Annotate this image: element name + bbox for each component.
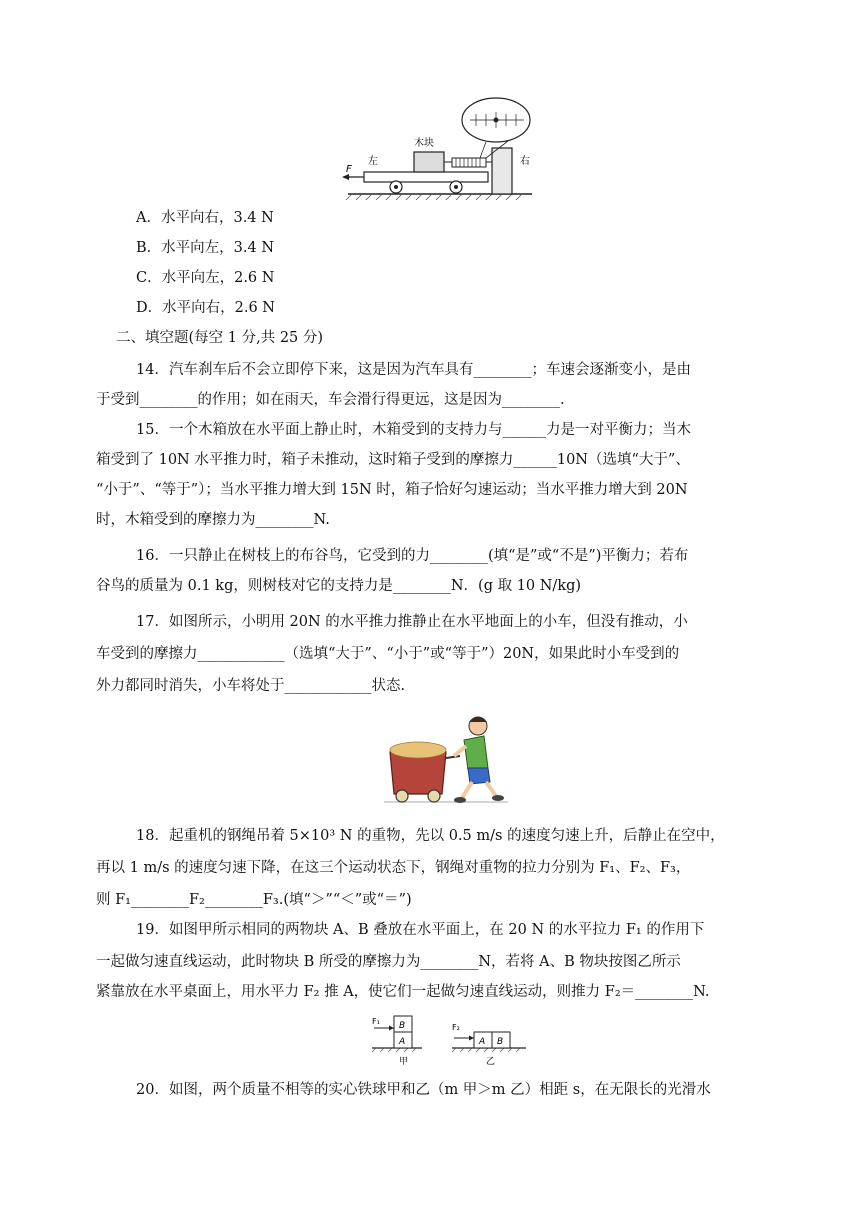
boy-pushing-cart-figure — [384, 712, 508, 804]
q19-line2: 一起做匀速直线运动，此时物块 B 所受的摩擦力为________N，若将 A、B 物块按图乙所示 — [96, 954, 681, 970]
q20-line1: 20．如图，两个质量不相等的实心铁球甲和乙（m 甲＞m 乙）相距 s，在无限长的光滑水 — [136, 1082, 711, 1098]
block-a2-label: A — [479, 1037, 486, 1047]
q14-line1: 14．汽车刹车后不会立即停下来，这是因为汽车具有________；车速会逐渐变小，是由 — [136, 362, 691, 378]
blocks-figure — [366, 1004, 530, 1068]
cart-figure — [340, 96, 540, 200]
f1-label: F₁ — [372, 1017, 380, 1026]
section-title: 二、填空题(每空 1 分,共 25 分) — [116, 330, 324, 346]
q15-line4: 时，木箱受到的摩擦力为________N. — [96, 512, 330, 528]
option-a: A．水平向右，3.4 N — [136, 210, 274, 226]
q17-line2: 车受到的摩擦力____________（选填“大于”、“小于”或“等于”）20N，如果此时小车受到的 — [96, 646, 680, 662]
q16-line2: 谷鸟的质量为 0.1 kg，则树枝对它的支持力是________N．(g 取 10 N/kg) — [96, 578, 582, 594]
caption-yi: 乙 — [486, 1057, 496, 1067]
option-c: C．水平向左，2.6 N — [136, 270, 275, 286]
option-b: B．水平向左，3.4 N — [136, 240, 275, 256]
block-b2-label: B — [497, 1037, 504, 1047]
q16-line1: 16．一只静止在树枝上的布谷鸟，它受到的力________(填“是”或“不是”)平衡力；若布 — [136, 548, 689, 564]
q19-line1: 19．如图甲所示相同的两物块 A、B 叠放在水平面上，在 20 N 的水平拉力 F₁ 的作用下 — [136, 922, 705, 938]
q14-line2: 于受到________的作用；如在雨天，车会滑行得更远，这是因为________. — [96, 392, 565, 408]
block-label: 木块 — [414, 138, 434, 149]
block-a-label: A — [399, 1037, 406, 1047]
q15-line3: “小于”、“等于”）；当水平推力增大到 15N 时，箱子恰好匀速运动；当水平推力增大到 20N — [96, 482, 688, 498]
q15-line2: 箱受到了 10N 水平推力时，箱子未推动，这时箱子受到的摩擦力______10N（选填“大于”、 — [96, 452, 690, 468]
right-label: 右 — [520, 156, 530, 167]
q17-line1: 17．如图所示，小明用 20N 的水平推力推静止在水平地面上的小车，但没有推动，小 — [136, 614, 688, 630]
block-b-label: B — [399, 1021, 406, 1031]
q18-line3: 则 F₁________F₂________F₃.(填“＞”“＜”或“＝”) — [96, 892, 412, 908]
force-label: F — [346, 164, 352, 175]
caption-jia: 甲 — [399, 1057, 409, 1067]
q19-line3: 紧靠放在水平桌面上，用水平力 F₂ 推 A，使它们一起做匀速直线运动，则推力 F₂＝________N. — [96, 984, 710, 1000]
left-label: 左 — [368, 156, 378, 167]
q17-line3: 外力都同时消失，小车将处于____________状态. — [96, 678, 406, 694]
q18-line1: 18．起重机的钢绳吊着 5×10³ N 的重物，先以 0.5 m/s 的速度匀速上升，后静止在空中， — [136, 828, 725, 844]
q15-line1: 15．一个木箱放在水平面上静止时，木箱受到的支持力与______力是一对平衡力；当木 — [136, 422, 691, 438]
q18-line2: 再以 1 m/s 的速度匀速下降，在这三个运动状态下，钢绳对重物的拉力分别为 F₁、F₂、F₃， — [96, 860, 691, 876]
f2-label: F₂ — [452, 1023, 460, 1032]
option-d: D．水平向右，2.6 N — [136, 300, 275, 316]
